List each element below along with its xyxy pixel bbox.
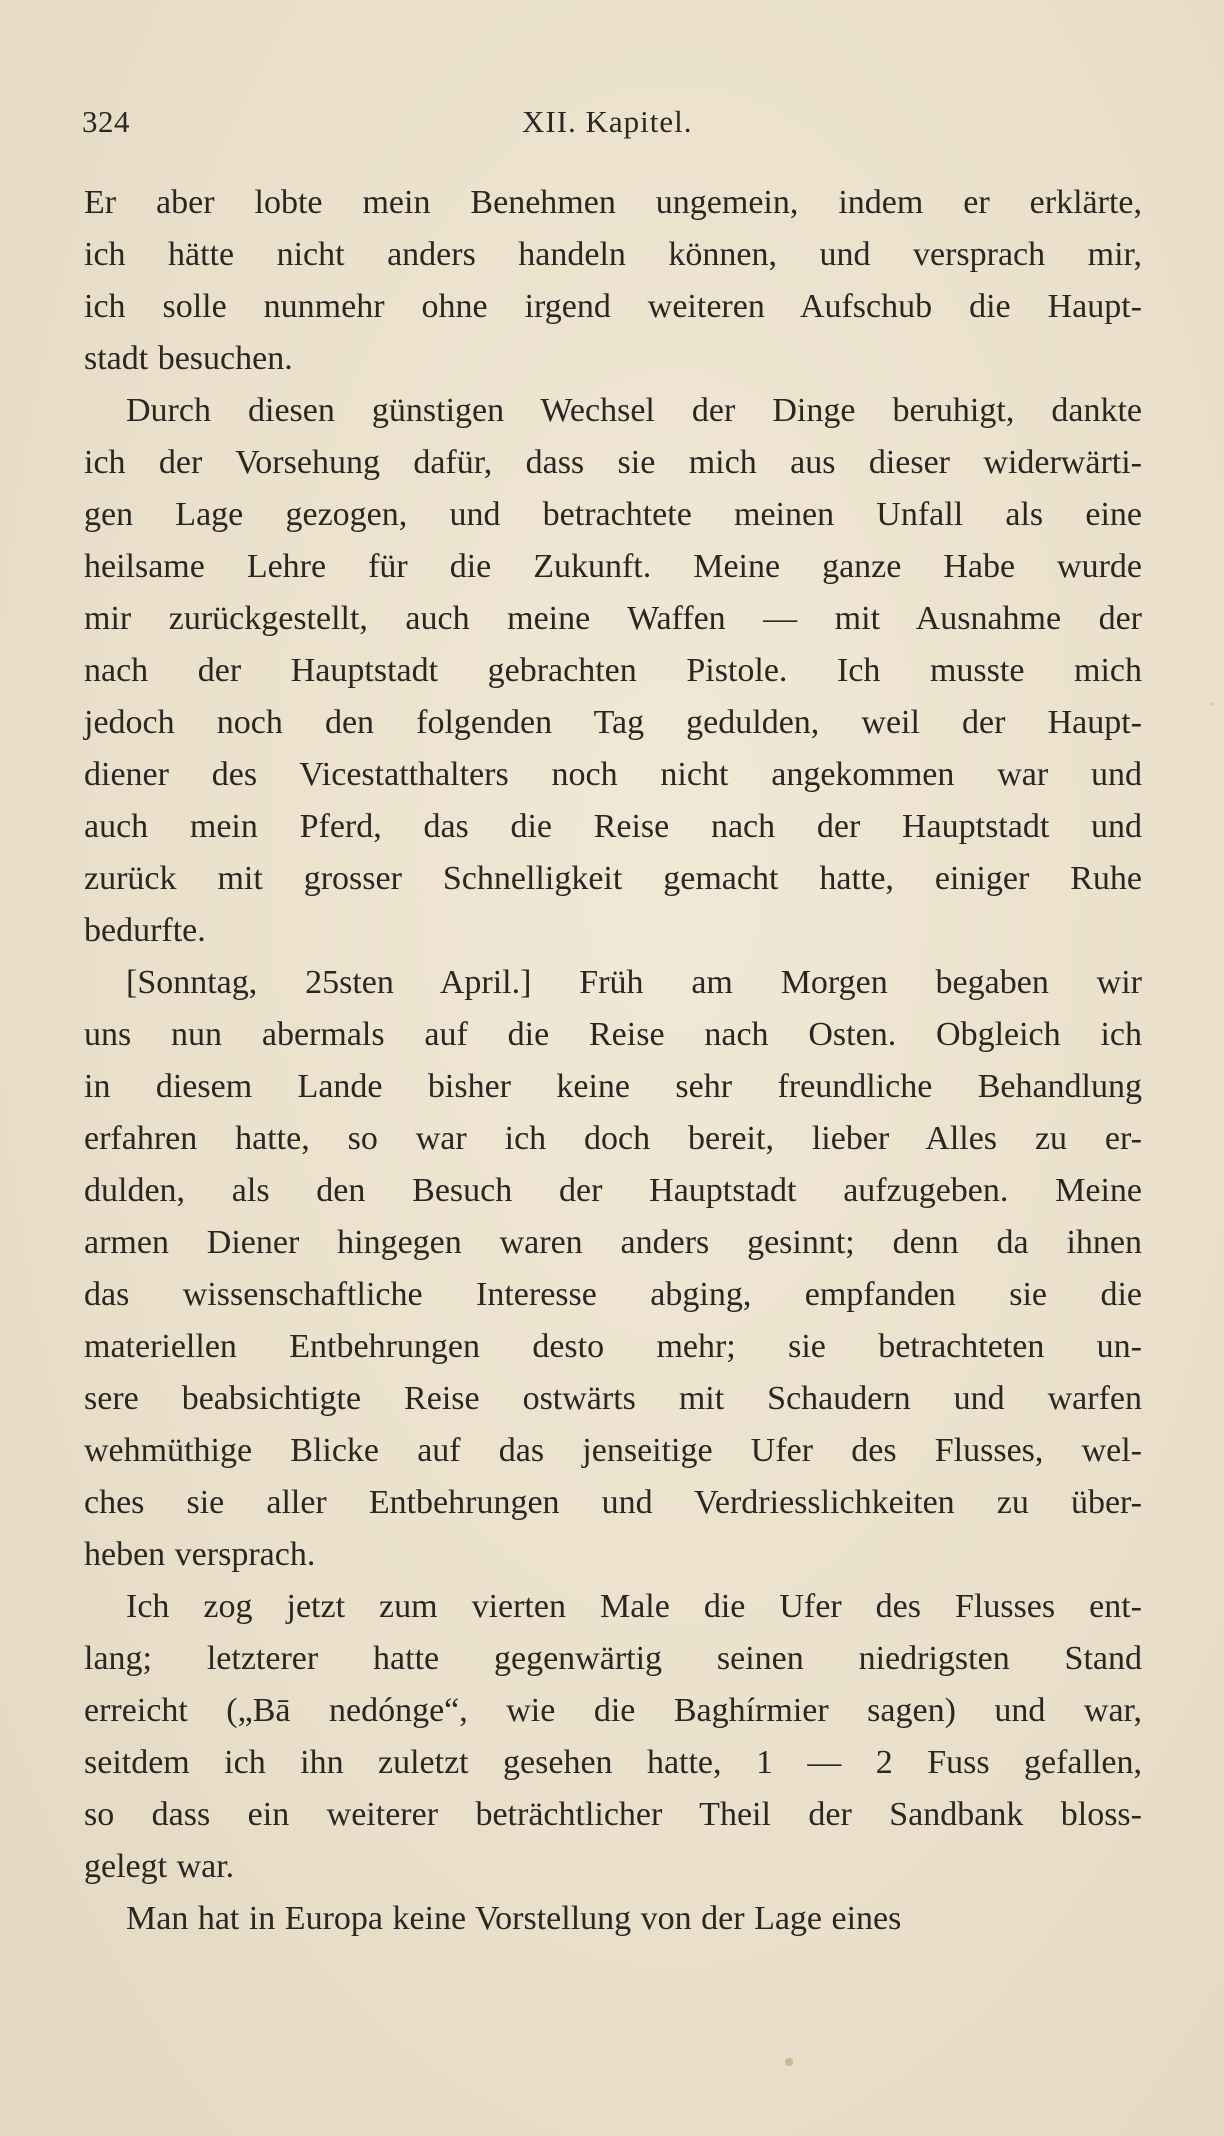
- text-line: armen Diener hingegen waren anders gesinnt; denn da ihnen: [84, 1224, 1142, 1261]
- text-line: heilsame Lehre für die Zukunft. Meine ganze Habe wurde: [84, 548, 1142, 585]
- text-line: sere beabsichtigte Reise ostwärts mit Schaudern und warfen: [84, 1380, 1142, 1417]
- text-line: zurück mit grosser Schnelligkeit gemacht hatte, einiger Ruhe: [84, 860, 1142, 897]
- text-line: uns nun abermals auf die Reise nach Osten. Obgleich ich: [84, 1016, 1142, 1053]
- text-line: Durch diesen günstigen Wechsel der Dinge beruhigt, dankte: [126, 392, 1142, 429]
- text-line: erfahren hatte, so war ich doch bereit, lieber Alles zu er-: [84, 1120, 1142, 1157]
- text-line: auch mein Pferd, das die Reise nach der Hauptstadt und: [84, 808, 1142, 845]
- text-line: so dass ein weiterer beträchtlicher Theil der Sandbank bloss-: [84, 1796, 1142, 1833]
- text-line: ich hätte nicht anders handeln können, und versprach mir,: [84, 236, 1142, 273]
- text-line: stadt besuchen.: [84, 340, 293, 377]
- text-line: jedoch noch den folgenden Tag gedulden, weil der Haupt-: [84, 704, 1142, 741]
- text-line: bedurfte.: [84, 912, 206, 949]
- paper-spot: [785, 2058, 793, 2066]
- text-line: ich der Vorsehung dafür, dass sie mich aus dieser widerwärti-: [84, 444, 1142, 481]
- page-header: [82, 104, 1142, 144]
- text-line: seitdem ich ihn zuletzt gesehen hatte, 1 — 2 Fuss gefallen,: [84, 1744, 1142, 1781]
- text-line: wehmüthige Blicke auf das jenseitige Ufer des Flusses, wel-: [84, 1432, 1142, 1469]
- text-line: diener des Vicestatthalters noch nicht angekommen war und: [84, 756, 1142, 793]
- text-line: Er aber lobte mein Benehmen ungemein, indem er erklärte,: [84, 184, 1142, 221]
- text-line: [Sonntag, 25sten April.] Früh am Morgen begaben wir: [126, 964, 1142, 1001]
- text-line: das wissenschaftliche Interesse abging, empfanden sie die: [84, 1276, 1142, 1313]
- running-title: XII. Kapitel.: [522, 104, 693, 139]
- text-line: dulden, als den Besuch der Hauptstadt aufzugeben. Meine: [84, 1172, 1142, 1209]
- text-line: mir zurückgestellt, auch meine Waffen — mit Ausnahme der: [84, 600, 1142, 637]
- text-line: erreicht („Bā nedónge“, wie die Baghírmier sagen) und war,: [84, 1692, 1142, 1729]
- text-line: Man hat in Europa keine Vorstellung von der Lage eines: [126, 1900, 902, 1937]
- text-line: gelegt war.: [84, 1848, 235, 1885]
- text-line: ches sie aller Entbehrungen und Verdriesslichkeiten zu über-: [84, 1484, 1142, 1521]
- text-line: ich solle nunmehr ohne irgend weiteren Aufschub die Haupt-: [84, 288, 1142, 325]
- text-line: in diesem Lande bisher keine sehr freundliche Behandlung: [84, 1068, 1142, 1105]
- text-line: lang; letzterer hatte gegenwärtig seinen niedrigsten Stand: [84, 1640, 1142, 1677]
- paper-spot: [1210, 702, 1214, 706]
- text-line: gen Lage gezogen, und betrachtete meinen Unfall als eine: [84, 496, 1142, 533]
- text-line: materiellen Entbehrungen desto mehr; sie betrachteten un-: [84, 1328, 1142, 1365]
- page-number: 324: [82, 104, 130, 139]
- body-text: [84, 177, 1142, 1945]
- text-line: heben versprach.: [84, 1536, 316, 1573]
- text-line: nach der Hauptstadt gebrachten Pistole. Ich musste mich: [84, 652, 1142, 689]
- text-line: Ich zog jetzt zum vierten Male die Ufer des Flusses ent-: [126, 1588, 1142, 1625]
